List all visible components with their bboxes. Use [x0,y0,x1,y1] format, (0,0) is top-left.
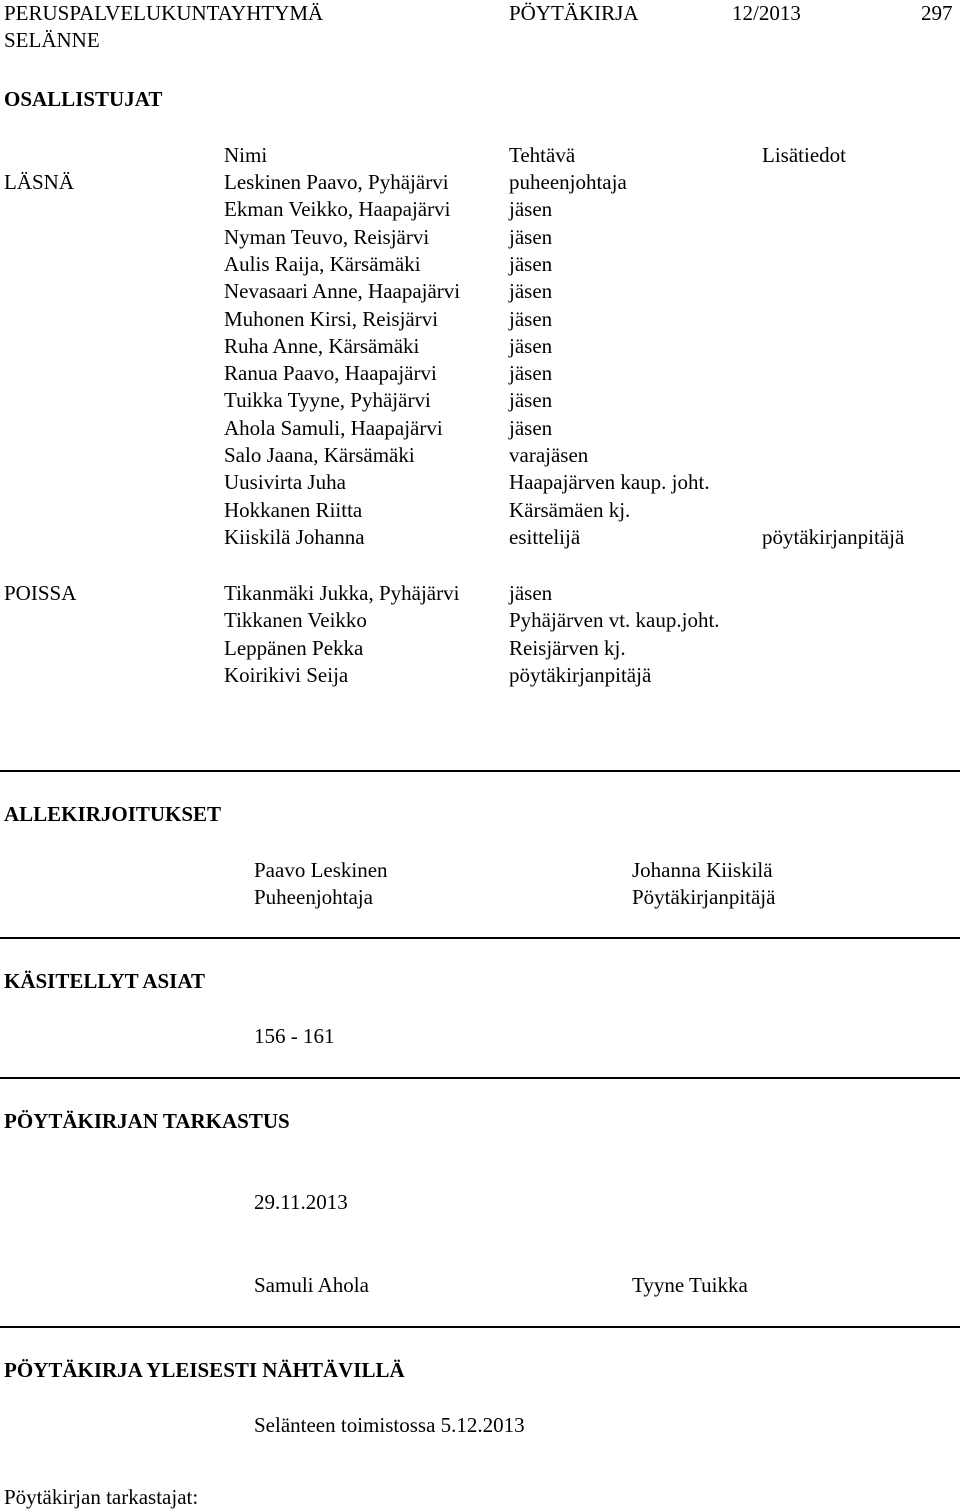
participant-name: Ahola Samuli, Haapajärvi [224,415,443,440]
participant-role: jäsen [509,361,553,386]
reviewer-2: Tyyne Tuikka [632,1273,748,1297]
participant-info: pöytäkirjanpitäjä [762,524,905,549]
participant-name: Aulis Raija, Kärsämäki [224,251,421,276]
participant-role: jäsen [509,581,553,605]
public-heading: PÖYTÄKIRJA YLEISESTI NÄHTÄVILLÄ [4,1358,405,1382]
absent-label: POISSA [4,581,77,605]
participant-role: jäsen [509,388,553,413]
participant-role: esittelijä [509,524,581,549]
participant-role: Haapajärven kaup. joht. [509,470,710,495]
participant-name: Uusivirta Juha [224,470,346,495]
participant-name: Tikkanen Veikko [224,608,367,633]
items-range: 156 - 161 [254,1024,335,1048]
column-header-name: Nimi [224,143,268,167]
signature-right-name: Johanna Kiiskilä [632,858,773,882]
participant-role: puheenjohtaja [509,170,627,194]
column-header-role: Tehtävä [509,143,576,167]
participant-role: jäsen [509,279,553,304]
column-header-info: Lisätiedot [762,143,846,167]
participant-role: Pyhäjärven vt. kaup.joht. [509,608,720,633]
participant-name: Ranua Paavo, Haapajärvi [224,361,437,386]
participant-name: Tuikka Tyyne, Pyhäjärvi [224,388,431,413]
participant-name: Nyman Teuvo, Reisjärvi [224,224,430,249]
present-label: LÄSNÄ [4,170,75,194]
footer-label: Pöytäkirjan tarkastajat: [4,1485,199,1509]
organization-sub: SELÄNNE [4,28,100,52]
divider [0,1077,960,1079]
review-date: 29.11.2013 [254,1190,348,1214]
participant-role: jäsen [509,306,553,331]
participant-name: Leppänen Pekka [224,635,364,660]
public-place-date: Selänteen toimistossa 5.12.2013 [254,1413,525,1437]
participant-role: jäsen [509,251,553,276]
participant-role: varajäsen [509,443,589,467]
participant-name: Ruha Anne, Kärsämäki [224,333,420,358]
signature-right-title: Pöytäkirjanpitäjä [632,885,776,909]
participant-role: jäsen [509,333,553,358]
review-heading: PÖYTÄKIRJAN TARKASTUS [4,1109,290,1133]
page-number: 297 [921,1,953,25]
participant-role: Reisjärven kj. [509,635,626,660]
document-number: 12/2013 [732,1,801,25]
signatures-heading: ALLEKIRJOITUKSET [4,802,222,826]
reviewer-1: Samuli Ahola [254,1273,369,1297]
divider [0,937,960,939]
participant-name: Hokkanen Riitta [224,497,363,522]
participant-name: Leskinen Paavo, Pyhäjärvi [224,170,449,194]
document-type: PÖYTÄKIRJA [509,1,639,25]
items-heading: KÄSITELLYT ASIAT [4,969,205,993]
participant-role: pöytäkirjanpitäjä [509,662,652,687]
participant-name: Kiiskilä Johanna [224,524,365,549]
participant-name: Tikanmäki Jukka, Pyhäjärvi [224,581,460,605]
participant-name: Salo Jaana, Kärsämäki [224,443,415,467]
participant-name: Ekman Veikko, Haapajärvi [224,197,451,222]
divider [0,1326,960,1328]
participant-role: jäsen [509,224,553,249]
divider [0,770,960,772]
participant-name: Nevasaari Anne, Haapajärvi [224,279,461,304]
participant-role: Kärsämäen kj. [509,497,631,522]
participant-name: Muhonen Kirsi, Reisjärvi [224,306,439,331]
participant-role: jäsen [509,415,553,440]
participants-heading: OSALLISTUJAT [4,87,163,111]
signature-left-name: Paavo Leskinen [254,858,388,882]
organization-name: PERUSPALVELUKUNTAYHTYMÄ [4,1,324,25]
participant-name: Koirikivi Seija [224,662,349,687]
participant-role: jäsen [509,197,553,222]
signature-left-title: Puheenjohtaja [254,885,373,909]
